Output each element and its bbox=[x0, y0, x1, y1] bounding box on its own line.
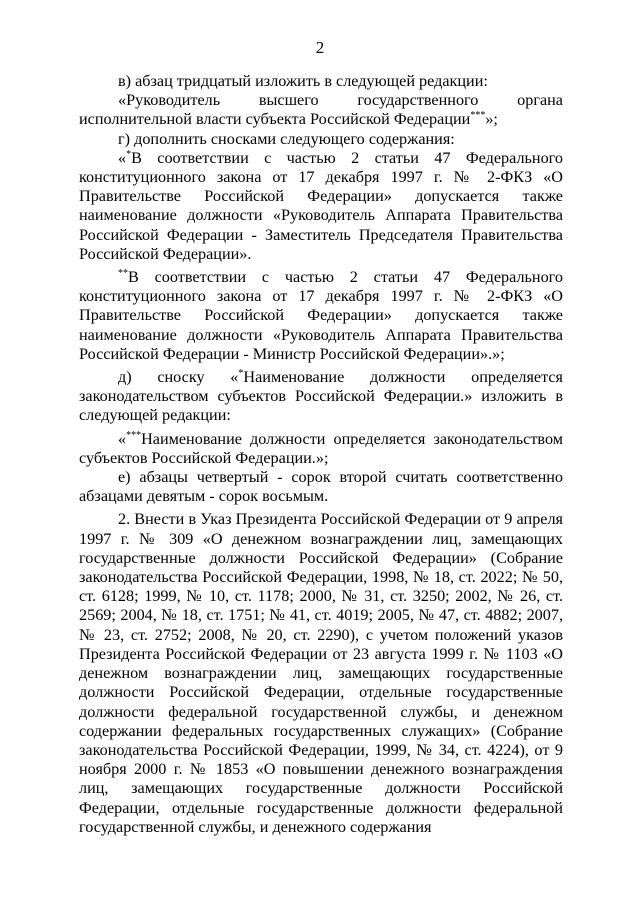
paragraph-quote-head-title: «Руководитель высшего государственного органа исполнительной власти субъекта Российской Федерации***»; bbox=[79, 91, 563, 129]
paragraph-footnote-one: «*В соответствии с частью 2 статьи 47 Федерального конституционного закона от 17 декабря 1997 г. № 2-ФКЗ «О Правительстве Российской Федерации» допускается также наименование должности «Руководитель Аппарата Правительства Российской Федерации - Заместитель Председателя Правительства Российской Федерации». bbox=[79, 148, 563, 263]
document-body bbox=[79, 72, 563, 837]
paragraph-footnote-three: «***Наименование должности определяется законодательством субъектов Российской Федерации.»; bbox=[79, 429, 563, 467]
page-number: 2 bbox=[315, 38, 325, 57]
paragraph-item-g: г) дополнить сносками следующего содержания: bbox=[118, 129, 455, 148]
footnote-marker: *** bbox=[126, 429, 142, 441]
footnote-marker: * bbox=[126, 148, 132, 160]
footnote-marker: * bbox=[238, 368, 244, 380]
paragraph-section-two: 2. Внести в Указ Президента Российской Федерации от 9 апреля 1997 г. № 309 «О денежном вознаграждении лиц, замещающих государственные должности Российской Федерации» (Собрание законодательства Российской Федерации, 1998, № 18, ст. 2022; № 50, ст. 6128; 1999, № 10, ст. 1178; 2000, № 31, ст. 3250; 2002, № 26, ст. 2569; 2004, № 18, ст. 1751; № 41, ст. 4019; 2005, № 47, ст. 4882; 2007, № 23, ст. 2752; 2008, № 20, ст. 2290), с учетом положений указов Президента Российской Федерации от 23 августа 1999 г. № 1103 «О денежном вознаграждении лиц, замещающих государственные должности Российской Федерации, отдельные государственные должности федеральной государственной службы, и денежном содержании федеральных государственных служащих» (Собрание законодательства Российской Федерации, 1999, № 34, ст. 4224), от 9 ноября 2000 г. № 1853 «О повышении денежного вознаграждения лиц, замещающих государственные должности Российской Федерации, отдельные государственные должности федеральной государственной службы, и денежного содержания bbox=[79, 510, 563, 836]
footnote-marker: *** bbox=[470, 110, 486, 122]
paragraph-item-d: д) сноску «*Наименование должности определяется законодательством субъектов Российской Федерации.» изложить в следующей редакции: bbox=[79, 368, 563, 425]
paragraph-item-v: в) абзац тридцатый изложить в следующей редакции: bbox=[118, 72, 488, 90]
paragraph-item-e: е) абзацы четвертый - сорок второй считать соответственно абзацами девятым - сорок восьмым. bbox=[79, 468, 563, 506]
paragraph-footnote-two: **В соответствии с частью 2 статьи 47 Федерального конституционного закона от 17 декабря 1997 г. № 2-ФКЗ «О Правительстве Российской Федерации» допускается также наименование должности «Руководитель Аппарата Правительства Российской Федерации - Министр Российской Федерации».»; bbox=[79, 268, 563, 363]
footnote-marker: ** bbox=[118, 268, 128, 280]
